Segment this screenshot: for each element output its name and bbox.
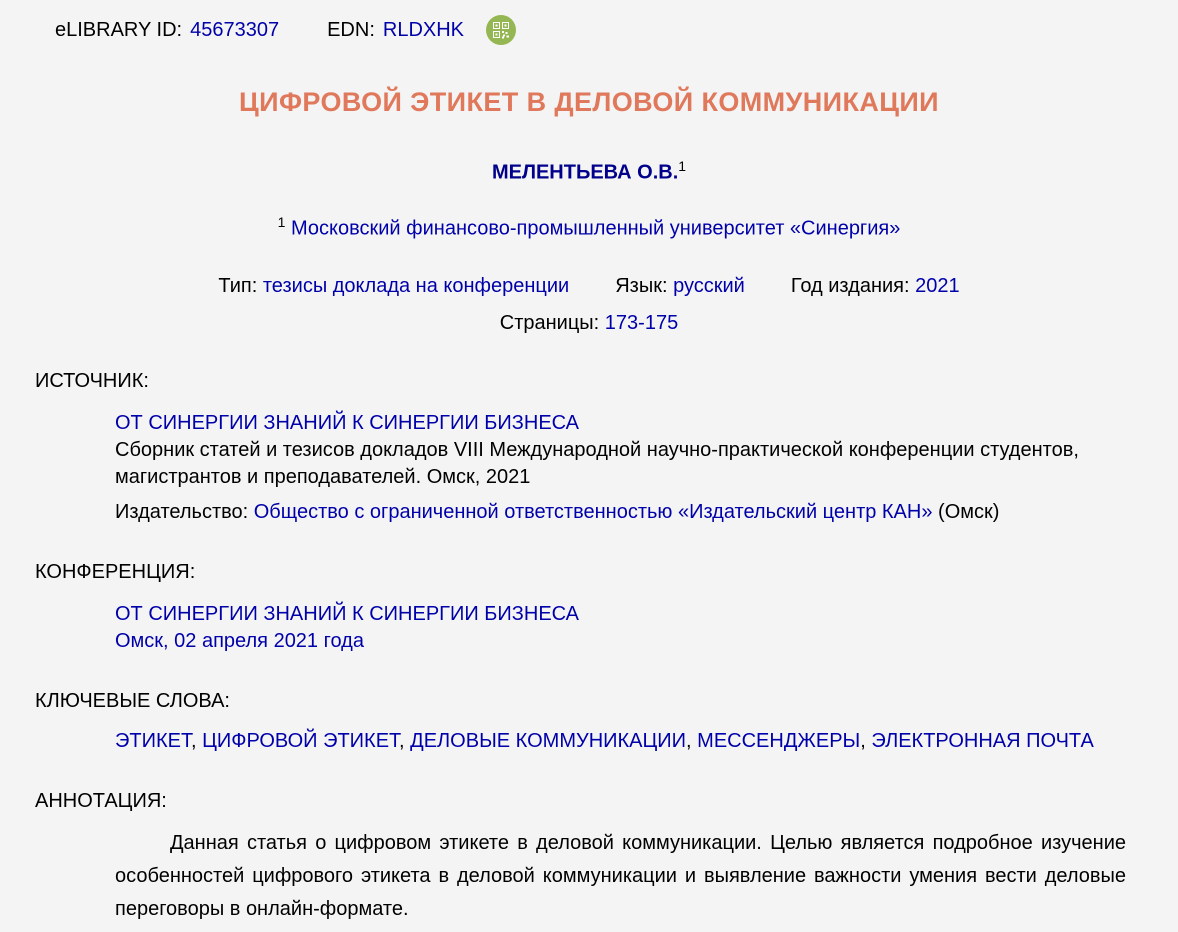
author-affiliation-marker: 1: [678, 158, 687, 174]
meta-year-value-link[interactable]: 2021: [915, 275, 960, 298]
pages-label: Страницы:: [499, 312, 600, 335]
keyword-link[interactable]: ЦИФРОВОЙ ЭТИКЕТ: [202, 730, 400, 753]
affiliation-link[interactable]: Московский финансово-промышленный университет «Синергия»: [291, 217, 901, 240]
keyword-link[interactable]: МЕССЕНДЖЕРЫ: [697, 730, 861, 753]
conference-section-heading: КОНФЕРЕНЦИЯ:: [35, 561, 196, 584]
pages-row: [0, 312, 1178, 335]
elibrary-id-value[interactable]: 45673307: [190, 18, 280, 41]
conference-section-body: [115, 601, 1128, 655]
affiliation-row: [0, 214, 1178, 241]
affiliation-marker: 1: [277, 213, 286, 230]
meta-language-value-link[interactable]: русский: [673, 275, 745, 298]
keywords-list: ЭТИКЕТ, ЦИФРОВОЙ ЭТИКЕТ, ДЕЛОВЫЕ КОММУНИКАЦИИ, МЕССЕНДЖЕРЫ, ЭЛЕКТРОННАЯ ПОЧТА: [115, 730, 1094, 753]
author-name-link[interactable]: МЕЛЕНТЬЕВА О.В.: [491, 161, 679, 184]
keyword-link[interactable]: ЭЛЕКТРОННАЯ ПОЧТА: [871, 730, 1094, 753]
abstract-text: Данная статья о цифровом этикете в деловой коммуникации. Целью является подробное изучение особенностей цифрового этикета в деловой коммуникации и выявление важности умения вести деловые переговоры в онлайн-формате.: [115, 832, 1126, 921]
id-row: [0, 0, 1178, 45]
source-title-link[interactable]: ОТ СИНЕРГИИ ЗНАНИЙ К СИНЕРГИИ БИЗНЕСА: [115, 412, 580, 435]
keyword-link[interactable]: ЭТИКЕТ: [115, 730, 191, 753]
publisher-line: [115, 499, 1128, 526]
publisher-link[interactable]: Общество с ограниченной ответственностью «Издательский центр КАН»: [253, 501, 933, 524]
source-description: Сборник статей и тезисов докладов VIII Международной научно-практической конференции студентов, магистрантов и преподавателей. Омск, 2021: [115, 439, 1079, 489]
pages-value-link[interactable]: 173-175: [604, 312, 679, 335]
conference-title-link[interactable]: ОТ СИНЕРГИИ ЗНАНИЙ К СИНЕРГИИ БИЗНЕСА: [115, 603, 580, 626]
meta-year: [791, 275, 960, 298]
source-section-body: [115, 410, 1128, 526]
meta-type: [218, 275, 569, 298]
meta-language: [615, 275, 745, 298]
edn-label: EDN:: [327, 18, 375, 41]
meta-type-value-link[interactable]: тезисы доклада на конференции: [262, 275, 570, 298]
qr-code-icon[interactable]: [486, 15, 516, 45]
page-title: ЦИФРОВОЙ ЭТИКЕТ В ДЕЛОВОЙ КОММУНИКАЦИИ: [239, 87, 939, 117]
abstract-section-heading: АННОТАЦИЯ:: [35, 790, 167, 813]
edn-value[interactable]: RLDXHK: [382, 18, 465, 41]
elibrary-id-label: eLIBRARY ID:: [55, 18, 183, 41]
conference-date-location-link[interactable]: Омск, 02 апреля 2021 года: [115, 630, 364, 653]
meta-language-label: Язык:: [615, 275, 668, 298]
meta-year-label: Год издания:: [790, 275, 910, 298]
publisher-city: (Омск): [938, 501, 1000, 524]
publisher-label: Издательство:: [115, 501, 249, 524]
keywords-section-heading: КЛЮЧЕВЫЕ СЛОВА:: [35, 690, 230, 713]
keyword-link[interactable]: ДЕЛОВЫЕ КОММУНИКАЦИИ: [410, 730, 687, 753]
author-row: [0, 158, 1178, 185]
meta-row: [0, 275, 1178, 298]
meta-type-label: Тип:: [218, 275, 258, 298]
source-section-heading: ИСТОЧНИК:: [35, 370, 149, 393]
